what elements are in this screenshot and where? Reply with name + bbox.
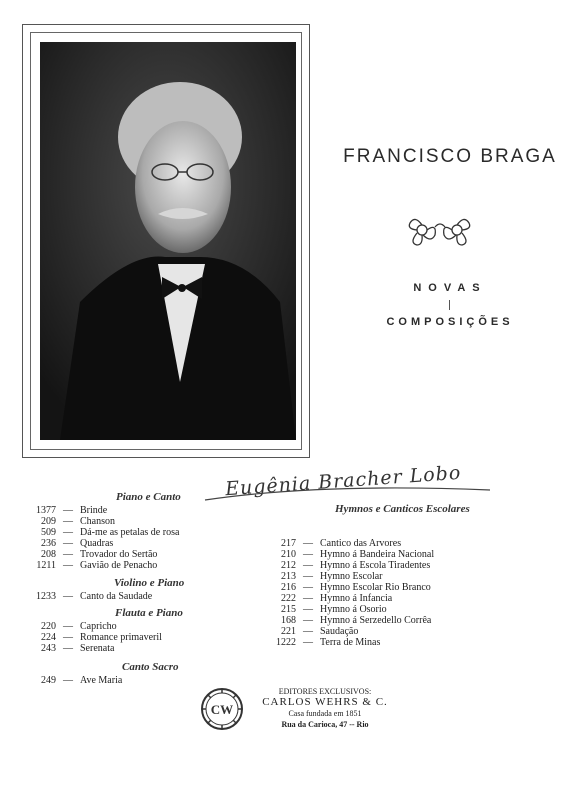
list-item: 243 — Serenata xyxy=(41,643,115,654)
list-item: 213 — Hymno Escolar xyxy=(281,571,383,582)
list-item: 236 — Quadras xyxy=(41,538,114,549)
list-item: 1222 — Terra de Minas xyxy=(276,637,381,648)
composer-name: FRANCISCO BRAGA xyxy=(343,146,557,167)
section-heading-hymnos: Hymnos e Canticos Escolares xyxy=(335,503,470,515)
list-item: 1377 — Brinde xyxy=(36,505,108,516)
section-heading-flauta-piano: Flauta e Piano xyxy=(115,607,183,619)
section-heading-canto-sacro: Canto Sacro xyxy=(122,661,179,673)
list-item: 221 — Saudação xyxy=(281,626,359,637)
list-item: 215 — Hymno á Osorio xyxy=(281,604,387,615)
novas-label: NOVAS xyxy=(413,282,487,294)
publisher-founded: Casa fundada em 1851 xyxy=(288,709,362,718)
list-flauta-piano xyxy=(22,621,162,654)
list-item: 209 — Chanson xyxy=(41,516,115,527)
list-item: 168 — Hymno á Serzedello Corrêa xyxy=(281,615,432,626)
floral-ornament-icon xyxy=(405,213,475,247)
handwritten-signature: Eugênia Bracher Lobo xyxy=(224,461,462,501)
composicoes-label: COMPOSIÇÕES xyxy=(386,316,514,328)
list-hymnos xyxy=(262,538,434,648)
list-item: 249 — Ave Maria xyxy=(41,675,123,686)
list-item: 210 — Hymno á Bandeira Nacional xyxy=(281,549,435,560)
publisher-logo xyxy=(200,687,244,731)
composer-portrait xyxy=(40,42,296,440)
list-violino-piano xyxy=(22,591,152,602)
list-item: 224 — Romance primaveril xyxy=(41,632,162,643)
section-heading-piano-canto: Piano e Canto xyxy=(116,491,181,503)
list-item: 212 — Hymno á Escola Tiradentes xyxy=(281,560,431,571)
publisher-line-editors: EDITORES EXCLUSIVOS: xyxy=(278,687,372,696)
list-item: 217 — Cantico das Arvores xyxy=(281,538,402,549)
list-item: 509 — Dá-me as petalas de rosa xyxy=(41,527,180,538)
svg-text:CW: CW xyxy=(210,702,234,717)
list-item: 220 — Capricho xyxy=(41,621,117,632)
publisher-info xyxy=(255,686,395,730)
list-item: 208 — Trovador do Sertão xyxy=(41,549,158,560)
list-item: 1211 — Gavião de Penacho xyxy=(36,560,158,571)
list-item: 222 — Hymno á Infancia xyxy=(281,593,393,604)
title-divider xyxy=(449,300,450,310)
list-item: 1233 — Canto da Saudade xyxy=(36,591,153,602)
publisher-house-name: CARLOS WEHRS & C. xyxy=(262,696,388,708)
section-heading-violino-piano: Violino e Piano xyxy=(114,577,185,589)
list-piano-canto xyxy=(22,505,179,571)
list-canto-sacro xyxy=(22,675,122,686)
publisher-address: Rua da Carioca, 47 -- Rio xyxy=(281,720,369,729)
list-item: 216 — Hymno Escolar Rio Branco xyxy=(281,582,431,593)
